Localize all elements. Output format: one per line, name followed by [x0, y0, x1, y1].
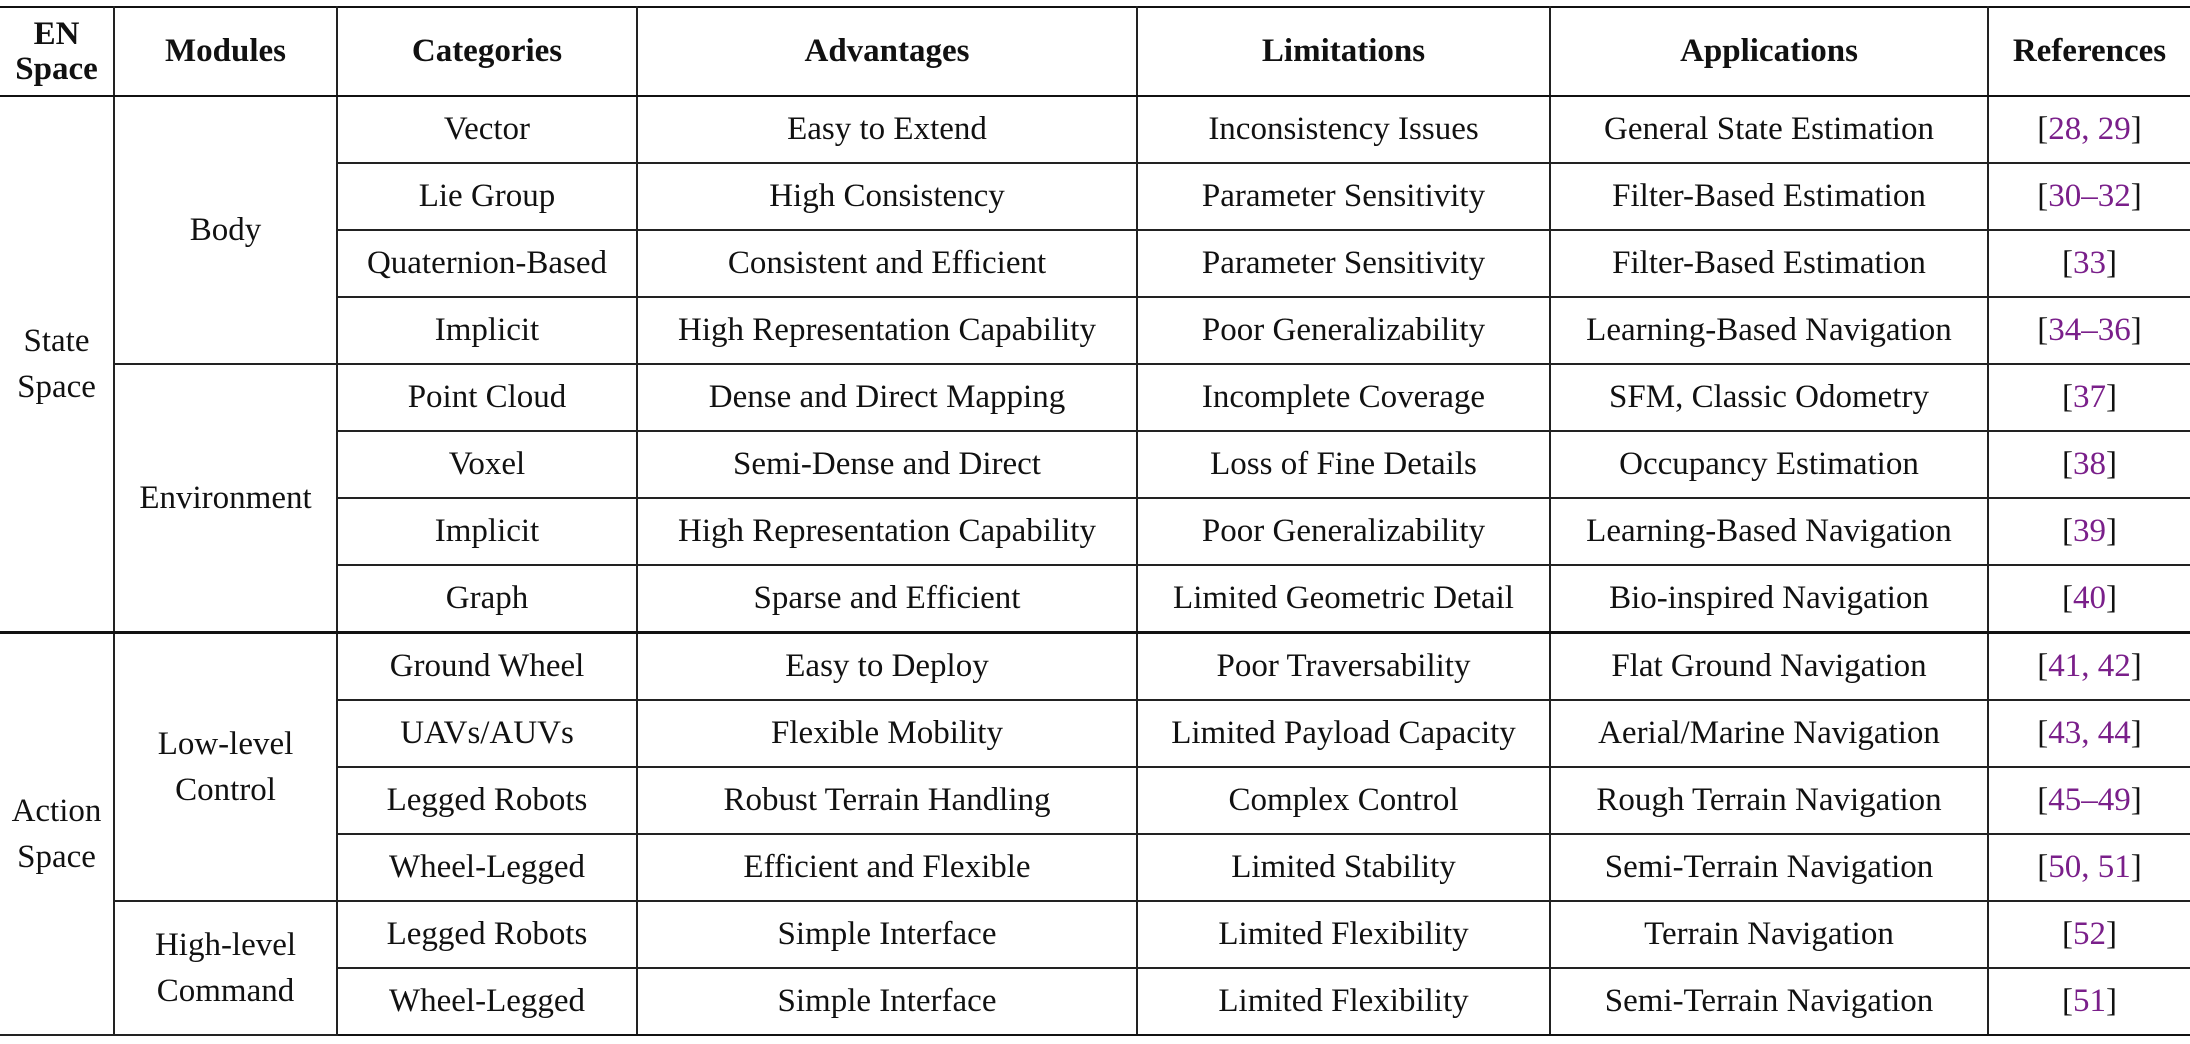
limitations-cell: Incomplete Coverage [1137, 364, 1550, 431]
reference-link[interactable]: 37 [2073, 379, 2106, 415]
category-cell: Quaternion-Based [337, 230, 637, 297]
applications-cell: Flat Ground Navigation [1550, 633, 1988, 701]
category-cell: Implicit [337, 297, 637, 364]
limitations-cell: Parameter Sensitivity [1137, 230, 1550, 297]
ref-close-bracket: ] [2106, 916, 2117, 952]
applications-cell: Rough Terrain Navigation [1550, 767, 1988, 834]
reference-link[interactable]: 34–36 [2048, 312, 2131, 348]
ref-open-bracket: [ [2062, 983, 2073, 1019]
ref-open-bracket: [ [2037, 782, 2049, 818]
applications-cell: Terrain Navigation [1550, 901, 1988, 968]
category-cell: Legged Robots [337, 767, 637, 834]
applications-cell: Occupancy Estimation [1550, 431, 1988, 498]
category-cell: Lie Group [337, 163, 637, 230]
references-cell [1988, 834, 2190, 901]
references-cell [1988, 498, 2190, 565]
header-row [0, 7, 2190, 96]
ref-open-bracket: [ [2037, 648, 2049, 684]
ref-open-bracket: [ [2037, 312, 2049, 348]
references-cell [1988, 968, 2190, 1035]
applications-cell: Learning-Based Navigation [1550, 498, 1988, 565]
reference-link[interactable]: 52 [2073, 916, 2106, 952]
advantages-cell: Simple Interface [637, 901, 1137, 968]
advantages-cell: Dense and Direct Mapping [637, 364, 1137, 431]
references-cell [1988, 297, 2190, 364]
references-cell [1988, 901, 2190, 968]
ref-close-bracket: ] [2130, 111, 2142, 147]
reference-link[interactable]: 40 [2073, 580, 2106, 616]
category-cell: Vector [337, 96, 637, 163]
references-cell [1988, 163, 2190, 230]
ref-close-bracket: ] [2106, 983, 2117, 1019]
module-cell: Environment [114, 364, 337, 633]
category-cell: Graph [337, 565, 637, 633]
ref-open-bracket: [ [2037, 715, 2049, 751]
advantages-cell: Flexible Mobility [637, 700, 1137, 767]
ref-close-bracket: ] [2106, 245, 2117, 281]
header-en-space: EN Space [0, 7, 114, 96]
advantages-cell: High Representation Capability [637, 498, 1137, 565]
ref-close-bracket: ] [2106, 446, 2117, 482]
applications-cell: Learning-Based Navigation [1550, 297, 1988, 364]
limitations-cell: Limited Geometric Detail [1137, 565, 1550, 633]
ref-open-bracket: [ [2062, 245, 2073, 281]
ref-close-bracket: ] [2106, 513, 2117, 549]
limitations-cell: Complex Control [1137, 767, 1550, 834]
ref-close-bracket: ] [2130, 782, 2142, 818]
advantages-cell: Robust Terrain Handling [637, 767, 1137, 834]
references-cell [1988, 431, 2190, 498]
advantages-cell: Simple Interface [637, 968, 1137, 1035]
en-space-cell: Action Space [0, 633, 114, 1036]
reference-link[interactable]: 41, 42 [2048, 648, 2131, 684]
table-row [0, 96, 2190, 163]
references-cell [1988, 364, 2190, 431]
applications-cell: Filter-Based Estimation [1550, 230, 1988, 297]
category-cell: UAVs/AUVs [337, 700, 637, 767]
ref-open-bracket: [ [2062, 513, 2073, 549]
reference-link[interactable]: 30–32 [2048, 178, 2131, 214]
advantages-cell: Efficient and Flexible [637, 834, 1137, 901]
header-categories: Categories [337, 7, 637, 96]
header-advantages: Advantages [637, 7, 1137, 96]
reference-link[interactable]: 43, 44 [2048, 715, 2131, 751]
advantages-cell: Easy to Extend [637, 96, 1137, 163]
advantages-cell: Easy to Deploy [637, 633, 1137, 701]
ref-open-bracket: [ [2037, 111, 2049, 147]
ref-open-bracket: [ [2062, 580, 2073, 616]
reference-link[interactable]: 33 [2073, 245, 2106, 281]
references-cell [1988, 700, 2190, 767]
ref-close-bracket: ] [2130, 178, 2142, 214]
table-row [0, 364, 2190, 431]
applications-cell: Bio-inspired Navigation [1550, 565, 1988, 633]
en-space-cell: State Space [0, 96, 114, 633]
limitations-cell: Poor Generalizability [1137, 297, 1550, 364]
limitations-cell: Limited Payload Capacity [1137, 700, 1550, 767]
limitations-cell: Limited Stability [1137, 834, 1550, 901]
header-modules: Modules [114, 7, 337, 96]
advantages-cell: Sparse and Efficient [637, 565, 1137, 633]
module-cell: Low-level Control [114, 633, 337, 902]
module-cell: Body [114, 96, 337, 364]
ref-close-bracket: ] [2130, 648, 2142, 684]
applications-cell: Filter-Based Estimation [1550, 163, 1988, 230]
limitations-cell: Limited Flexibility [1137, 968, 1550, 1035]
limitations-cell: Inconsistency Issues [1137, 96, 1550, 163]
reference-link[interactable]: 45–49 [2048, 782, 2131, 818]
advantages-cell: Consistent and Efficient [637, 230, 1137, 297]
ref-open-bracket: [ [2062, 446, 2073, 482]
reference-link[interactable]: 39 [2073, 513, 2106, 549]
reference-link[interactable]: 50, 51 [2048, 849, 2131, 885]
limitations-cell: Limited Flexibility [1137, 901, 1550, 968]
category-cell: Point Cloud [337, 364, 637, 431]
applications-cell: Aerial/Marine Navigation [1550, 700, 1988, 767]
table-row [0, 901, 2190, 968]
header-references: References [1988, 7, 2190, 96]
advantages-cell: High Consistency [637, 163, 1137, 230]
advantages-cell: Semi-Dense and Direct [637, 431, 1137, 498]
reference-link[interactable]: 51 [2073, 983, 2106, 1019]
ref-open-bracket: [ [2062, 379, 2073, 415]
references-cell [1988, 96, 2190, 163]
references-cell [1988, 767, 2190, 834]
reference-link[interactable]: 38 [2073, 446, 2106, 482]
category-cell: Wheel-Legged [337, 968, 637, 1035]
ref-open-bracket: [ [2037, 178, 2049, 214]
header-applications: Applications [1550, 7, 1988, 96]
ref-open-bracket: [ [2062, 916, 2073, 952]
applications-cell: General State Estimation [1550, 96, 1988, 163]
ref-close-bracket: ] [2130, 849, 2142, 885]
applications-cell: Semi-Terrain Navigation [1550, 834, 1988, 901]
references-cell [1988, 230, 2190, 297]
module-cell: High-level Command [114, 901, 337, 1035]
comparison-table-container [0, 6, 2190, 1036]
limitations-cell: Loss of Fine Details [1137, 431, 1550, 498]
ref-close-bracket: ] [2130, 312, 2142, 348]
limitations-cell: Poor Generalizability [1137, 498, 1550, 565]
category-cell: Ground Wheel [337, 633, 637, 701]
references-cell [1988, 565, 2190, 633]
category-cell: Wheel-Legged [337, 834, 637, 901]
ref-close-bracket: ] [2130, 715, 2142, 751]
reference-link[interactable]: 28, 29 [2048, 111, 2131, 147]
limitations-cell: Poor Traversability [1137, 633, 1550, 701]
category-cell: Implicit [337, 498, 637, 565]
table-body [0, 96, 2190, 1035]
header-limitations: Limitations [1137, 7, 1550, 96]
category-cell: Legged Robots [337, 901, 637, 968]
category-cell: Voxel [337, 431, 637, 498]
references-cell [1988, 633, 2190, 701]
limitations-cell: Parameter Sensitivity [1137, 163, 1550, 230]
applications-cell: Semi-Terrain Navigation [1550, 968, 1988, 1035]
table-row [0, 633, 2190, 701]
ref-close-bracket: ] [2106, 580, 2117, 616]
ref-close-bracket: ] [2106, 379, 2117, 415]
comparison-table [0, 6, 2190, 1036]
ref-open-bracket: [ [2037, 849, 2049, 885]
applications-cell: SFM, Classic Odometry [1550, 364, 1988, 431]
advantages-cell: High Representation Capability [637, 297, 1137, 364]
